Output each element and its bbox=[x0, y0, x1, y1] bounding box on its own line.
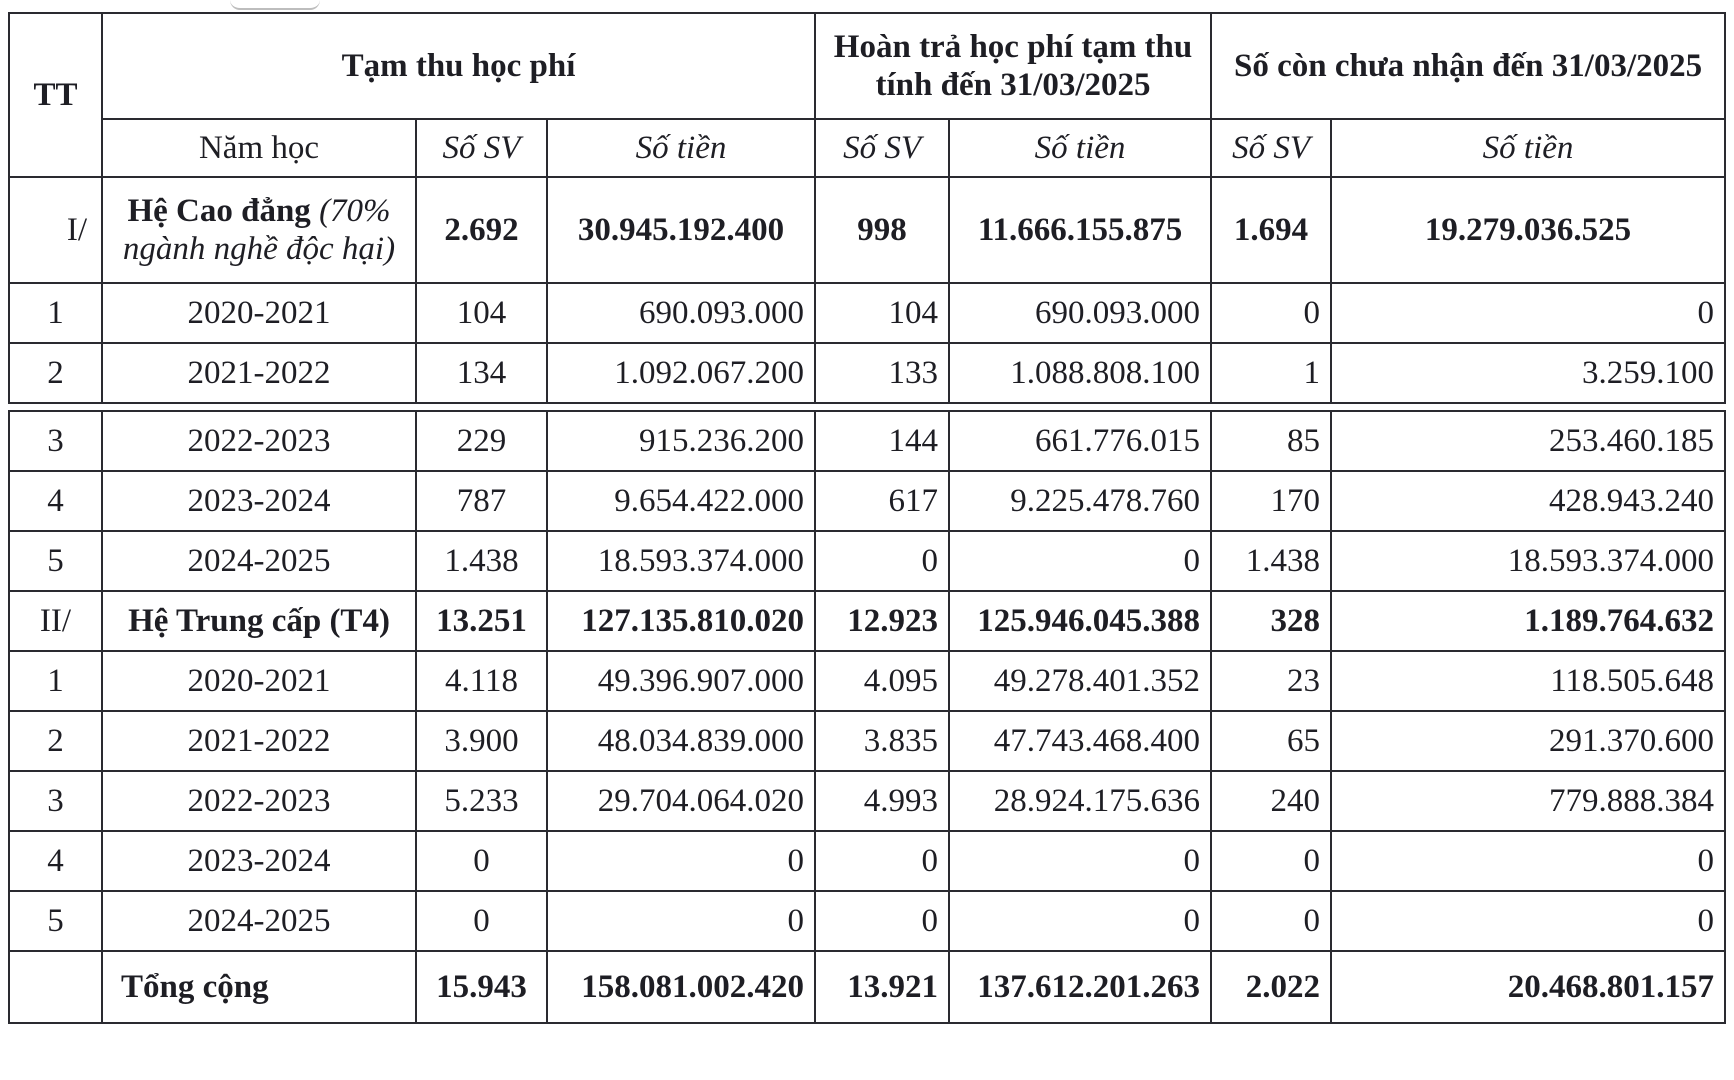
cell-con-tien: 118.505.648 bbox=[1331, 651, 1725, 711]
cell-tam-tien: 690.093.000 bbox=[547, 283, 815, 343]
table-row bbox=[9, 831, 1725, 891]
cell-tt: 4 bbox=[9, 471, 102, 531]
cell-hoan-sv: 144 bbox=[815, 411, 949, 471]
header-con-so-tien: Số tiền bbox=[1331, 119, 1725, 177]
cell-tam-sv: 1.438 bbox=[416, 531, 547, 591]
cell-con-tien: 0 bbox=[1331, 283, 1725, 343]
section-tt: I/ bbox=[9, 177, 102, 283]
header-row-2 bbox=[9, 119, 1725, 177]
cell-hoan-sv: 998 bbox=[815, 177, 949, 283]
cell-tam-tien: 49.396.907.000 bbox=[547, 651, 815, 711]
cell-year: 2024-2025 bbox=[102, 531, 416, 591]
cell-tam-tien: 48.034.839.000 bbox=[547, 711, 815, 771]
cell-hoan-sv: 104 bbox=[815, 283, 949, 343]
cell-tam-tien: 1.092.067.200 bbox=[547, 343, 815, 403]
header-row-1 bbox=[9, 13, 1725, 119]
cell-tam-tien: 0 bbox=[547, 891, 815, 951]
cell-tam-sv: 3.900 bbox=[416, 711, 547, 771]
cell-tam-sv: 0 bbox=[416, 831, 547, 891]
cell-year: 2022-2023 bbox=[102, 771, 416, 831]
cell-tt: 1 bbox=[9, 651, 102, 711]
cell-hoan-tien: 0 bbox=[949, 891, 1211, 951]
cell-con-sv: 1.438 bbox=[1211, 531, 1331, 591]
total-row bbox=[9, 951, 1725, 1023]
cell-con-tien: 291.370.600 bbox=[1331, 711, 1725, 771]
cell-hoan-tien: 0 bbox=[949, 531, 1211, 591]
cell-tt: 5 bbox=[9, 531, 102, 591]
cell-hoan-tien: 0 bbox=[949, 831, 1211, 891]
cell-tt: 4 bbox=[9, 831, 102, 891]
cell-hoan-tien: 1.088.808.100 bbox=[949, 343, 1211, 403]
scan-artifact bbox=[230, 0, 320, 10]
table-row bbox=[9, 711, 1725, 771]
cell-year: 2021-2022 bbox=[102, 343, 416, 403]
cell-con-sv: 65 bbox=[1211, 711, 1331, 771]
header-group-tam-thu: Tạm thu học phí bbox=[102, 13, 815, 119]
cell-year: 2022-2023 bbox=[102, 411, 416, 471]
cell-hoan-tien: 11.666.155.875 bbox=[949, 177, 1211, 283]
table-row bbox=[9, 471, 1725, 531]
cell-year: 2020-2021 bbox=[102, 283, 416, 343]
cell-hoan-tien: 9.225.478.760 bbox=[949, 471, 1211, 531]
header-con-so-sv: Số SV bbox=[1211, 119, 1331, 177]
cell-con-tien: 18.593.374.000 bbox=[1331, 531, 1725, 591]
cell-tam-sv: 13.251 bbox=[416, 591, 547, 651]
header-group-hoan-tra: Hoàn trả học phí tạm thu tính đến 31/03/2025 bbox=[815, 13, 1211, 119]
cell-con-tien: 428.943.240 bbox=[1331, 471, 1725, 531]
cell-con-sv: 170 bbox=[1211, 471, 1331, 531]
cell-year: 2020-2021 bbox=[102, 651, 416, 711]
cell-tam-sv: 134 bbox=[416, 343, 547, 403]
table-row bbox=[9, 411, 1725, 471]
table-row bbox=[9, 771, 1725, 831]
total-hoan-tien: 137.612.201.263 bbox=[949, 951, 1211, 1023]
cell-con-sv: 0 bbox=[1211, 283, 1331, 343]
cell-tam-sv: 104 bbox=[416, 283, 547, 343]
header-hoan-so-sv: Số SV bbox=[815, 119, 949, 177]
cell-hoan-tien: 690.093.000 bbox=[949, 283, 1211, 343]
cell-hoan-sv: 4.993 bbox=[815, 771, 949, 831]
cell-con-sv: 240 bbox=[1211, 771, 1331, 831]
cell-tam-tien: 0 bbox=[547, 831, 815, 891]
total-tam-sv: 15.943 bbox=[416, 951, 547, 1023]
cell-tam-tien: 127.135.810.020 bbox=[547, 591, 815, 651]
cell-hoan-sv: 617 bbox=[815, 471, 949, 531]
gap-cell bbox=[9, 403, 1725, 411]
cell-tam-sv: 4.118 bbox=[416, 651, 547, 711]
cell-tt: 1 bbox=[9, 283, 102, 343]
cell-con-sv: 23 bbox=[1211, 651, 1331, 711]
cell-hoan-sv: 0 bbox=[815, 891, 949, 951]
section-row-cao-dang bbox=[9, 177, 1725, 283]
cell-tt: 5 bbox=[9, 891, 102, 951]
cell-con-sv: 0 bbox=[1211, 831, 1331, 891]
header-tam-so-sv: Số SV bbox=[416, 119, 547, 177]
cell-con-tien: 779.888.384 bbox=[1331, 771, 1725, 831]
cell-hoan-sv: 133 bbox=[815, 343, 949, 403]
cell-hoan-sv: 3.835 bbox=[815, 711, 949, 771]
table-row bbox=[9, 283, 1725, 343]
total-con-sv: 2.022 bbox=[1211, 951, 1331, 1023]
cell-tam-tien: 18.593.374.000 bbox=[547, 531, 815, 591]
cell-hoan-tien: 49.278.401.352 bbox=[949, 651, 1211, 711]
table-row bbox=[9, 531, 1725, 591]
cell-tam-sv: 787 bbox=[416, 471, 547, 531]
total-label: Tổng cộng bbox=[102, 951, 416, 1023]
cell-con-tien: 3.259.100 bbox=[1331, 343, 1725, 403]
section-name bbox=[102, 177, 416, 283]
header-hoan-so-tien: Số tiền bbox=[949, 119, 1211, 177]
cell-year: 2023-2024 bbox=[102, 471, 416, 531]
cell-con-tien: 0 bbox=[1331, 831, 1725, 891]
cell-hoan-tien: 125.946.045.388 bbox=[949, 591, 1211, 651]
header-nam-hoc: Năm học bbox=[102, 119, 416, 177]
cell-tam-tien: 9.654.422.000 bbox=[547, 471, 815, 531]
cell-year: 2021-2022 bbox=[102, 711, 416, 771]
table-row bbox=[9, 651, 1725, 711]
cell-tam-sv: 229 bbox=[416, 411, 547, 471]
cell-tt-empty bbox=[9, 951, 102, 1023]
cell-con-sv: 85 bbox=[1211, 411, 1331, 471]
page-break-gap bbox=[9, 403, 1725, 411]
cell-con-tien: 1.189.764.632 bbox=[1331, 591, 1725, 651]
cell-tt: 2 bbox=[9, 343, 102, 403]
cell-con-tien: 19.279.036.525 bbox=[1331, 177, 1725, 283]
header-tt: TT bbox=[9, 13, 102, 177]
section-name: Hệ Trung cấp (T4) bbox=[102, 591, 416, 651]
cell-year: 2024-2025 bbox=[102, 891, 416, 951]
cell-con-sv: 1.694 bbox=[1211, 177, 1331, 283]
cell-hoan-tien: 47.743.468.400 bbox=[949, 711, 1211, 771]
cell-tam-sv: 2.692 bbox=[416, 177, 547, 283]
cell-hoan-tien: 28.924.175.636 bbox=[949, 771, 1211, 831]
section-name-text: Hệ Cao đẳng bbox=[127, 193, 311, 229]
cell-tam-sv: 0 bbox=[416, 891, 547, 951]
cell-hoan-tien: 661.776.015 bbox=[949, 411, 1211, 471]
cell-con-sv: 0 bbox=[1211, 891, 1331, 951]
cell-tt: 3 bbox=[9, 411, 102, 471]
cell-hoan-sv: 0 bbox=[815, 531, 949, 591]
total-con-tien: 20.468.801.157 bbox=[1331, 951, 1725, 1023]
cell-tam-tien: 30.945.192.400 bbox=[547, 177, 815, 283]
cell-con-tien: 253.460.185 bbox=[1331, 411, 1725, 471]
cell-con-tien: 0 bbox=[1331, 891, 1725, 951]
cell-year: 2023-2024 bbox=[102, 831, 416, 891]
cell-tam-tien: 915.236.200 bbox=[547, 411, 815, 471]
cell-hoan-sv: 12.923 bbox=[815, 591, 949, 651]
cell-tt: 3 bbox=[9, 771, 102, 831]
total-hoan-sv: 13.921 bbox=[815, 951, 949, 1023]
header-group-con-chua-nhan: Số còn chưa nhận đến 31/03/2025 bbox=[1211, 13, 1725, 119]
tuition-table bbox=[8, 12, 1726, 1024]
cell-hoan-sv: 0 bbox=[815, 831, 949, 891]
cell-tt: 2 bbox=[9, 711, 102, 771]
section-tt: II/ bbox=[9, 591, 102, 651]
header-tam-so-tien: Số tiền bbox=[547, 119, 815, 177]
cell-hoan-sv: 4.095 bbox=[815, 651, 949, 711]
table-row bbox=[9, 343, 1725, 403]
table-row bbox=[9, 891, 1725, 951]
section-row-trung-cap bbox=[9, 591, 1725, 651]
total-tam-tien: 158.081.002.420 bbox=[547, 951, 815, 1023]
section-note: (70% ngành nghề độc hại) bbox=[122, 193, 396, 267]
cell-tam-tien: 29.704.064.020 bbox=[547, 771, 815, 831]
cell-tam-sv: 5.233 bbox=[416, 771, 547, 831]
cell-con-sv: 328 bbox=[1211, 591, 1331, 651]
cell-con-sv: 1 bbox=[1211, 343, 1331, 403]
